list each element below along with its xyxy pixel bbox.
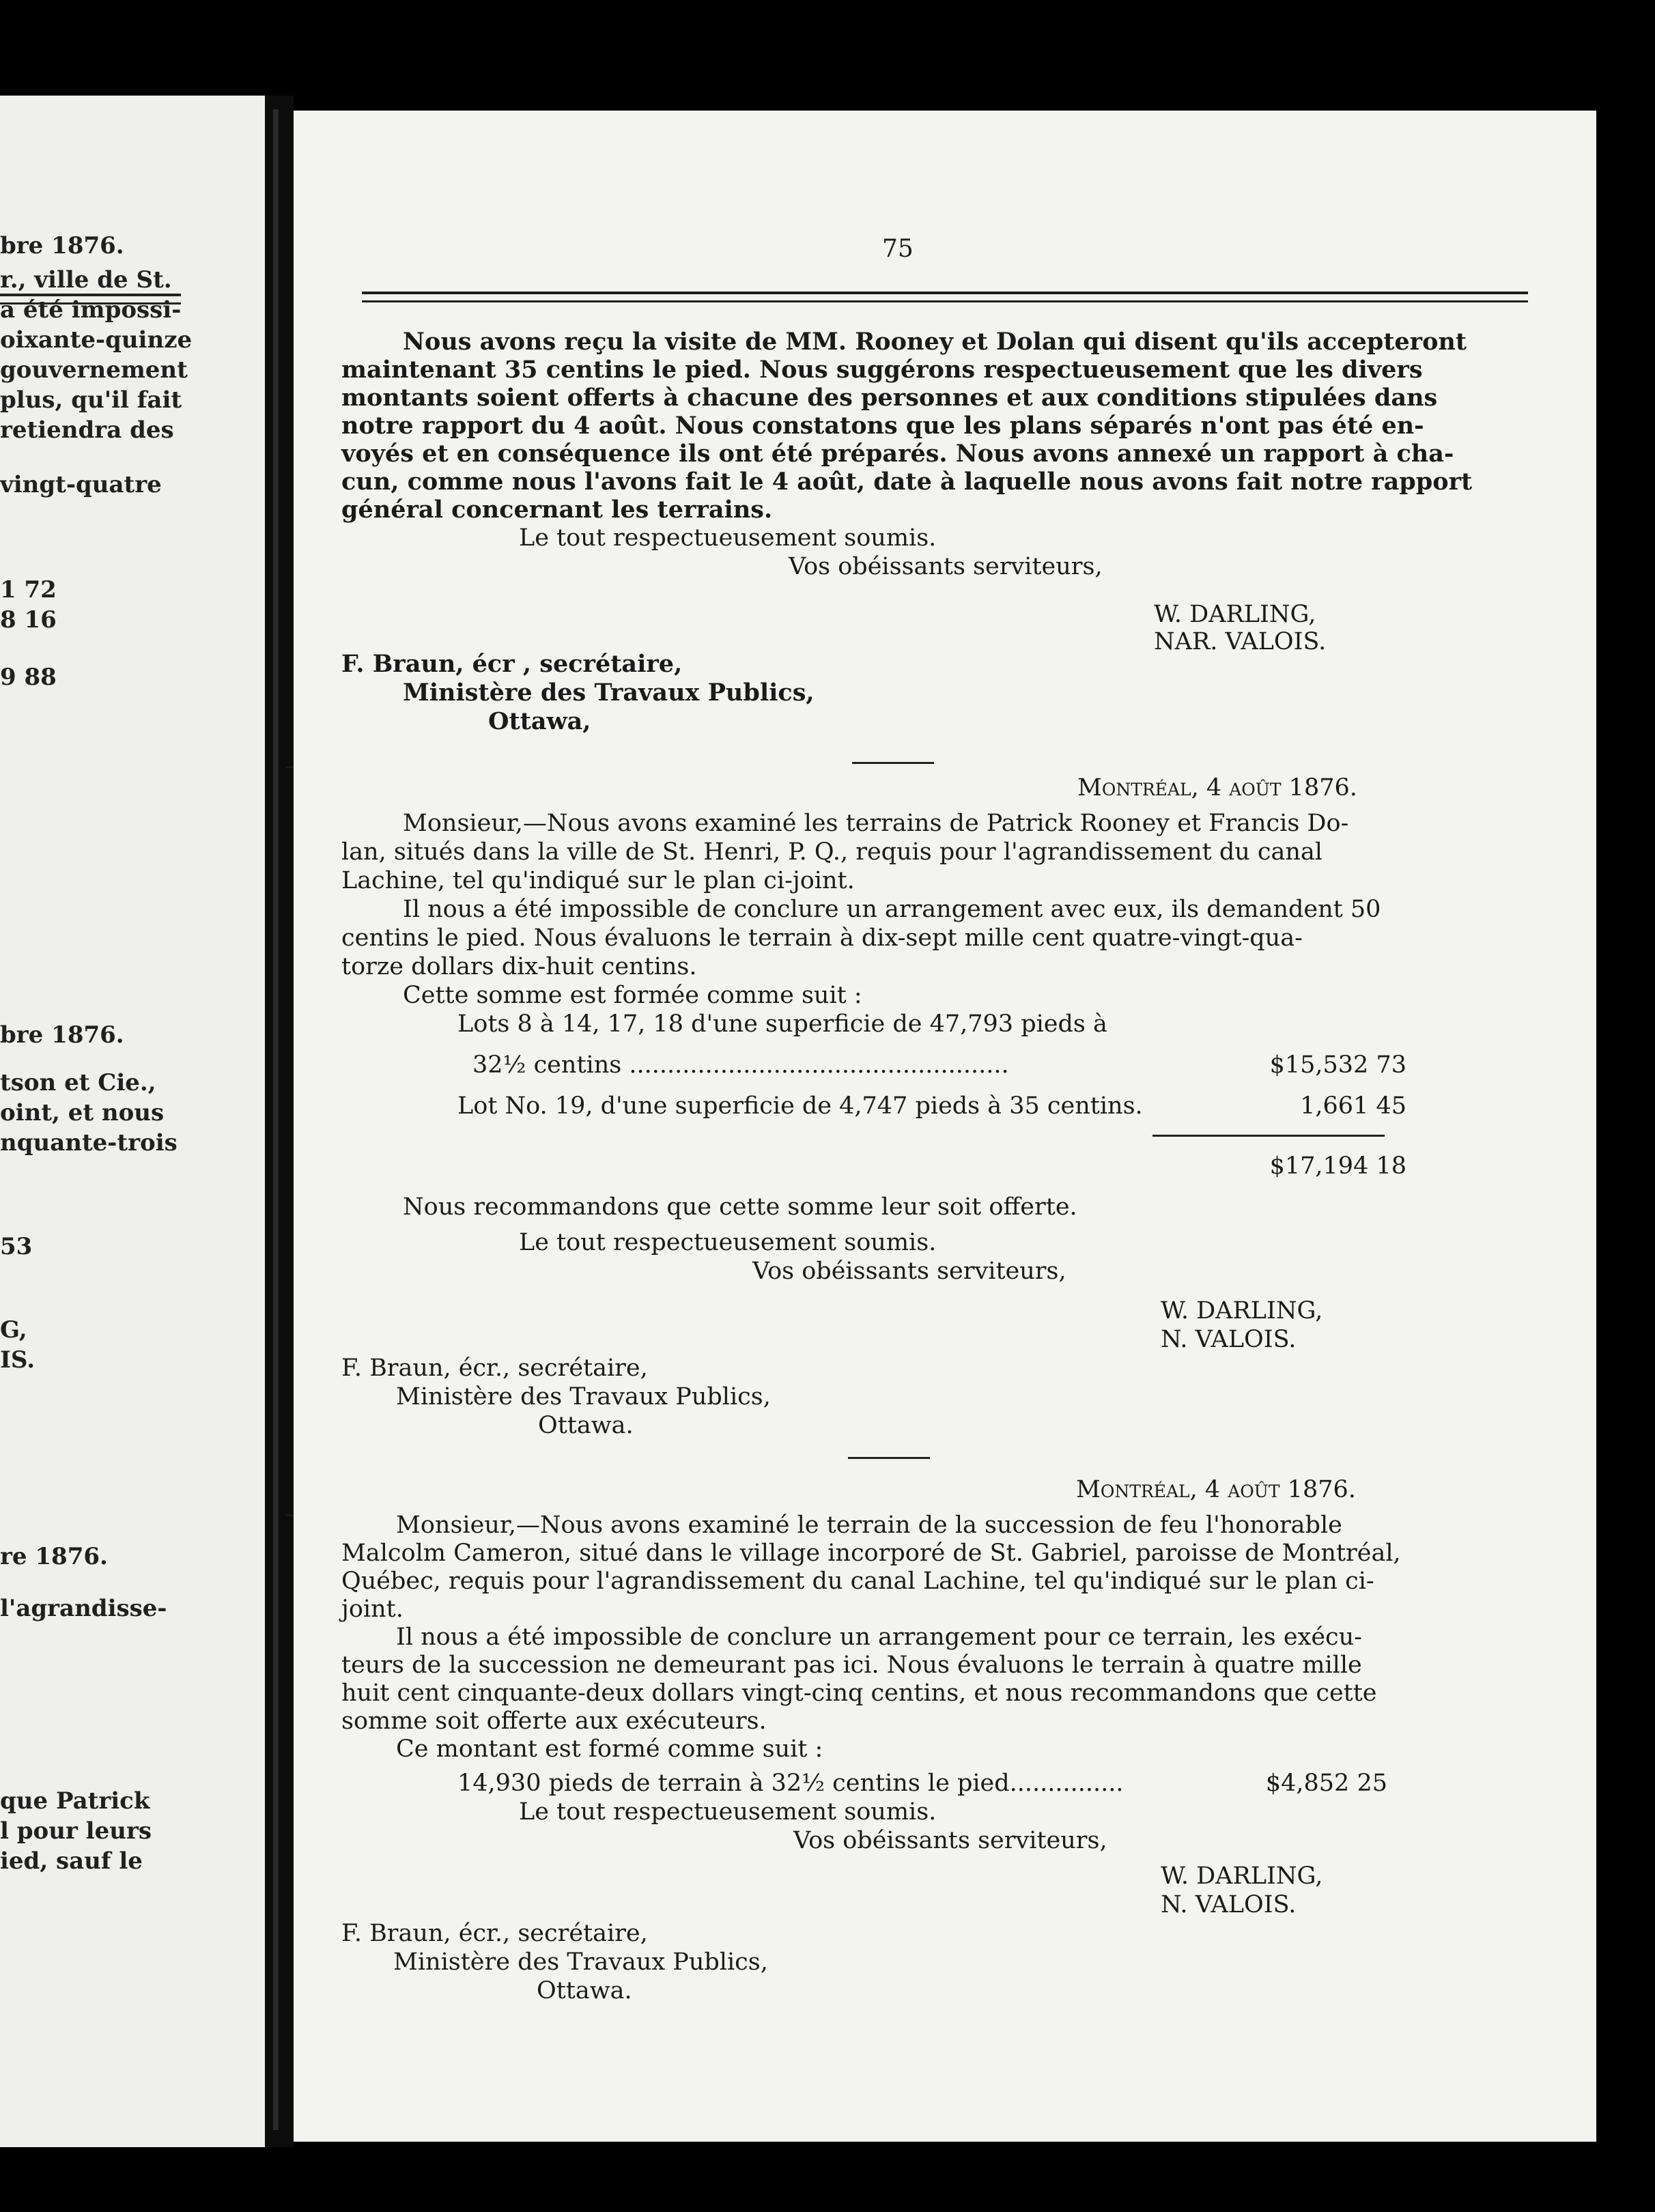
letter-3-item-amount: $4,852 25 [1265,1770,1387,1797]
left-page-line: bre 1876. [0,1021,124,1049]
letter-1-line: Nous avons reçu la visite de MM. Rooney et Dolan qui disent qu'ils accepteront [403,328,1467,356]
left-page-line: bre 1876. [0,232,124,259]
left-page-line: l'agrandisse- [0,1595,167,1622]
letter-2-signature: N. VALOIS. [1161,1326,1297,1353]
item-2-amount: 1,661 45 [1300,1092,1406,1120]
left-page-line: 9 88 [0,664,57,691]
letter-3-servants: Vos obéissants serviteurs, [793,1827,1107,1854]
left-page-line: l pour leurs [0,1817,152,1845]
letter-3-item-label: 14,930 pieds de terrain à 32½ centins le pied............... [457,1770,1124,1797]
letter-1-closing: Le tout respectueusement soumis. [519,524,937,552]
letter-1-servants: Vos obéissants serviteurs, [789,553,1103,580]
letter-1-line: voyés et en conséquence ils ont été préparés. Nous avons annexé un rapport à cha- [341,440,1454,468]
letter-3-dateline: Montréal, 4 août 1876. [1076,1476,1356,1503]
letter-2-line: Monsieur,—Nous avons examiné les terrains de Patrick Rooney et Francis Do- [403,810,1349,837]
letter-3-signature: W. DARLING, [1161,1862,1323,1890]
letter-1-signature: W. DARLING, [1154,601,1316,628]
header-rule-secondary [362,300,1528,302]
letter-2-line: torze dollars dix-huit centins. [341,953,697,980]
letter-3-line: Québec, requis pour l'agrandissement du canal Lachine, tel qu'indiqué sur le plan ci- [341,1568,1374,1595]
total-amount: $17,194 18 [1269,1152,1406,1180]
letter-2-signature: W. DARLING, [1161,1297,1323,1324]
left-page-line: gouvernement [0,356,188,384]
left-page-line: oint, et nous [0,1099,165,1126]
document-page [294,111,1596,2142]
section-divider [848,1457,930,1459]
left-page-line: retiendra des [0,416,174,444]
letter-3-recipient: Ministère des Travaux Publics, [393,1948,768,1976]
letter-1-line: montants soient offerts à chacune des personnes et aux conditions stipulées dans [341,384,1438,412]
letter-2-recipient: Ottawa. [538,1412,634,1439]
left-page-line: plus, qu'il fait [0,386,182,414]
left-page-line: vingt-quatre [0,471,162,498]
left-page-line: que Patrick [0,1787,150,1815]
letter-1-recipient: Ministère des Travaux Publics, [403,679,815,707]
left-page-line: r., ville de St. [0,266,172,294]
left-page-line: ied, sauf le [0,1847,143,1875]
total-rule [1152,1135,1385,1137]
letter-1-line: général concernant les terrains. [341,496,773,524]
letter-2-closing: Le tout respectueusement soumis. [519,1229,937,1256]
letter-2-line: Lachine, tel qu'indiqué sur le plan ci-joint. [341,867,855,894]
item-1-label: Lots 8 à 14, 17, 18 d'une superficie de 47,793 pieds à [457,1010,1107,1038]
gutter-edge [273,109,279,2130]
letter-1-recipient: Ottawa, [488,707,591,735]
letter-3-closing: Le tout respectueusement soumis. [519,1798,937,1826]
item-1-label-continued: 32½ centins .................................................. [472,1051,1009,1079]
letter-3-line: huit cent cinquante-deux dollars vingt-cinq centins, et nous recommandons que cette [341,1679,1377,1707]
previous-page-strip [0,96,265,2147]
letter-1-line: cun, comme nous l'avons fait le 4 août, date à laquelle nous avons fait notre rapport [341,468,1473,496]
left-page-line: 53 [0,1233,33,1260]
letter-3-signature: N. VALOIS. [1161,1891,1297,1918]
letter-3-line: teurs de la succession ne demeurant pas ici. Nous évaluons le terrain à quatre mille [341,1651,1362,1679]
letter-2-line: lan, situés dans la ville de St. Henri, P. Q., requis pour l'agrandissement du canal [341,838,1322,866]
letter-1-recipient: F. Braun, écr , secrétaire, [341,650,683,678]
letter-3-line: Il nous a été impossible de conclure un arrangement pour ce terrain, les exécu- [396,1623,1363,1651]
item-2-label: Lot No. 19, d'une superficie de 4,747 pieds à 35 centins. [457,1092,1143,1120]
section-divider [852,762,934,764]
letter-2-servants: Vos obéissants serviteurs, [752,1258,1066,1285]
left-page-line: tson et Cie., [0,1069,156,1096]
left-page-line: 1 72 [0,576,57,604]
letter-3-line: joint. [341,1596,404,1623]
letter-2-dateline: Montréal, 4 août 1876. [1077,774,1357,802]
letter-2-line: centins le pied. Nous évaluons le terrain à dix-sept mille cent quatre-vingt-qua- [341,924,1303,952]
item-1-amount: $15,532 73 [1269,1051,1406,1079]
letter-3-line: somme soit offerte aux exécuteurs. [341,1707,767,1735]
letter-3-line: Malcolm Cameron, situé dans le village incorporé de St. Gabriel, paroisse de Montréal, [341,1540,1401,1567]
left-page-line: IS. [0,1346,36,1374]
left-page-line: re 1876. [0,1543,108,1570]
left-page-line: nquante-trois [0,1129,178,1157]
letter-2-recommendation: Nous recommandons que cette somme leur soit offerte. [403,1193,1077,1221]
letter-2-recipient: F. Braun, écr., secrétaire, [341,1355,648,1382]
letter-3-recipient: F. Braun, écr., secrétaire, [341,1920,648,1947]
letter-1-signature: NAR. VALOIS. [1154,628,1327,655]
letter-2-line: Il nous a été impossible de conclure un arrangement avec eux, ils demandent 50 [403,896,1381,923]
left-page-line: G, [0,1316,27,1344]
left-page-line: a été impossi- [0,296,182,324]
letter-2-recipient: Ministère des Travaux Publics, [396,1383,771,1410]
header-rule [362,292,1528,294]
page-number: 75 [882,235,914,263]
book-gutter [265,96,294,2147]
letter-3-line: Monsieur,—Nous avons examiné le terrain de la succession de feu l'honorable [396,1512,1342,1539]
left-page-line: oixante-quinze [0,326,193,354]
letter-2-line: Cette somme est formée comme suit : [403,982,862,1009]
letter-3-recipient: Ottawa. [537,1977,632,2004]
letter-1-line: notre rapport du 4 août. Nous constatons que les plans séparés n'ont pas été en- [341,412,1424,440]
left-page-line: 8 16 [0,606,57,634]
letter-3-line: Ce montant est formé comme suit : [396,1735,823,1763]
letter-1-line: maintenant 35 centins le pied. Nous suggérons respectueusement que les divers [341,356,1423,384]
